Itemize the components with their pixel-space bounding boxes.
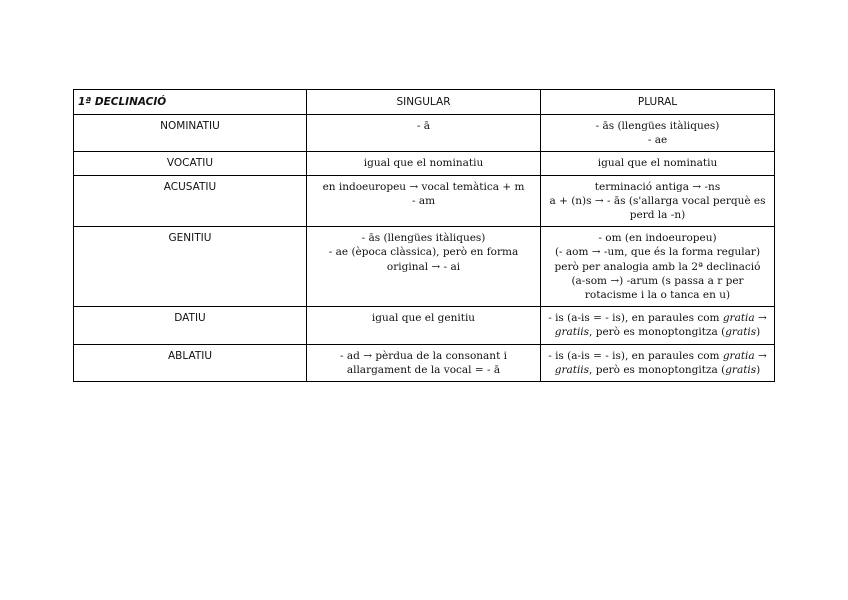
cell-text: ) xyxy=(756,326,761,339)
table-header-row xyxy=(74,90,775,115)
singular-cell xyxy=(307,175,541,227)
cell-line xyxy=(545,311,770,325)
case-label: ABLATIU xyxy=(74,344,307,381)
cell-text: → xyxy=(754,349,767,362)
table-row xyxy=(74,307,775,344)
table-title: 1ª DECLINACIÓ xyxy=(74,90,307,115)
cell-line xyxy=(545,349,770,363)
cell-line: igual que el nominatiu xyxy=(597,157,718,170)
plural-cell xyxy=(541,115,775,152)
cell-line xyxy=(545,325,770,339)
cell-line: - am xyxy=(411,194,436,207)
table-row xyxy=(74,227,775,307)
latin-word: gratia xyxy=(722,349,755,362)
declension-table xyxy=(73,89,775,382)
latin-word: gratiis xyxy=(554,363,590,376)
cell-line: - ā xyxy=(416,120,431,132)
cell-line: en indoeuropeu → vocal temàtica + m xyxy=(322,180,525,193)
singular-cell xyxy=(307,152,541,175)
table-row xyxy=(74,344,775,381)
cell-line: - om (en indoeuropeu) xyxy=(598,232,717,245)
cell-text: - is (a-is = - is), en paraules com xyxy=(548,349,723,362)
case-label: GENITIU xyxy=(74,227,307,307)
singular-cell xyxy=(307,227,541,307)
cell-text: → xyxy=(754,312,767,325)
table-row xyxy=(74,152,775,175)
cell-line: a + (n)s → - ās (s'allarga vocal perquè es xyxy=(549,194,766,207)
plural-cell xyxy=(541,175,775,227)
cell-line: perd la -n) xyxy=(629,209,686,222)
case-label: VOCATIU xyxy=(74,152,307,175)
singular-cell xyxy=(307,115,541,152)
column-header-plural: PLURAL xyxy=(541,90,775,115)
cell-line: igual que el nominatiu xyxy=(363,157,484,170)
cell-line: rotacisme i la o tanca en u) xyxy=(584,289,731,302)
cell-line: - ae xyxy=(647,134,668,147)
cell-line: - ās (llengües itàliques) xyxy=(595,120,720,132)
cell-text: - is (a-is = - is), en paraules com xyxy=(548,312,723,325)
latin-word: gratis xyxy=(725,363,757,376)
cell-line: però per analogia amb la 2ª declinació xyxy=(554,260,761,273)
table-row xyxy=(74,175,775,227)
table-row xyxy=(74,115,775,152)
singular-cell xyxy=(307,344,541,381)
cell-line: (a-som →) -arum (s passa a r per xyxy=(571,274,744,287)
cell-line: terminació antiga → -ns xyxy=(594,180,721,193)
plural-cell xyxy=(541,307,775,344)
cell-text: , però es monoptongitza ( xyxy=(589,363,726,376)
cell-line: original → - ai xyxy=(386,260,461,273)
cell-line xyxy=(545,363,770,377)
case-label: DATIU xyxy=(74,307,307,344)
plural-cell xyxy=(541,344,775,381)
latin-word: gratis xyxy=(725,326,757,339)
case-label: NOMINATIU xyxy=(74,115,307,152)
cell-text: , però es monoptongitza ( xyxy=(589,326,726,339)
cell-line: - ae (època clàssica), però en forma xyxy=(328,246,519,259)
cell-text: ) xyxy=(756,363,761,376)
plural-cell xyxy=(541,152,775,175)
cell-line: - ad → pèrdua de la consonant i xyxy=(340,349,507,362)
cell-line: igual que el genitiu xyxy=(371,312,476,325)
column-header-singular: SINGULAR xyxy=(307,90,541,115)
cell-line: (- aom → -um, que és la forma regular) xyxy=(554,246,761,259)
latin-word: gratia xyxy=(722,312,755,325)
case-label: ACUSATIU xyxy=(74,175,307,227)
cell-line: - ās (llengües itàliques) xyxy=(361,232,486,245)
singular-cell xyxy=(307,307,541,344)
cell-line: allargament de la vocal = - ā xyxy=(346,363,501,376)
plural-cell xyxy=(541,227,775,307)
latin-word: gratiis xyxy=(554,326,590,339)
